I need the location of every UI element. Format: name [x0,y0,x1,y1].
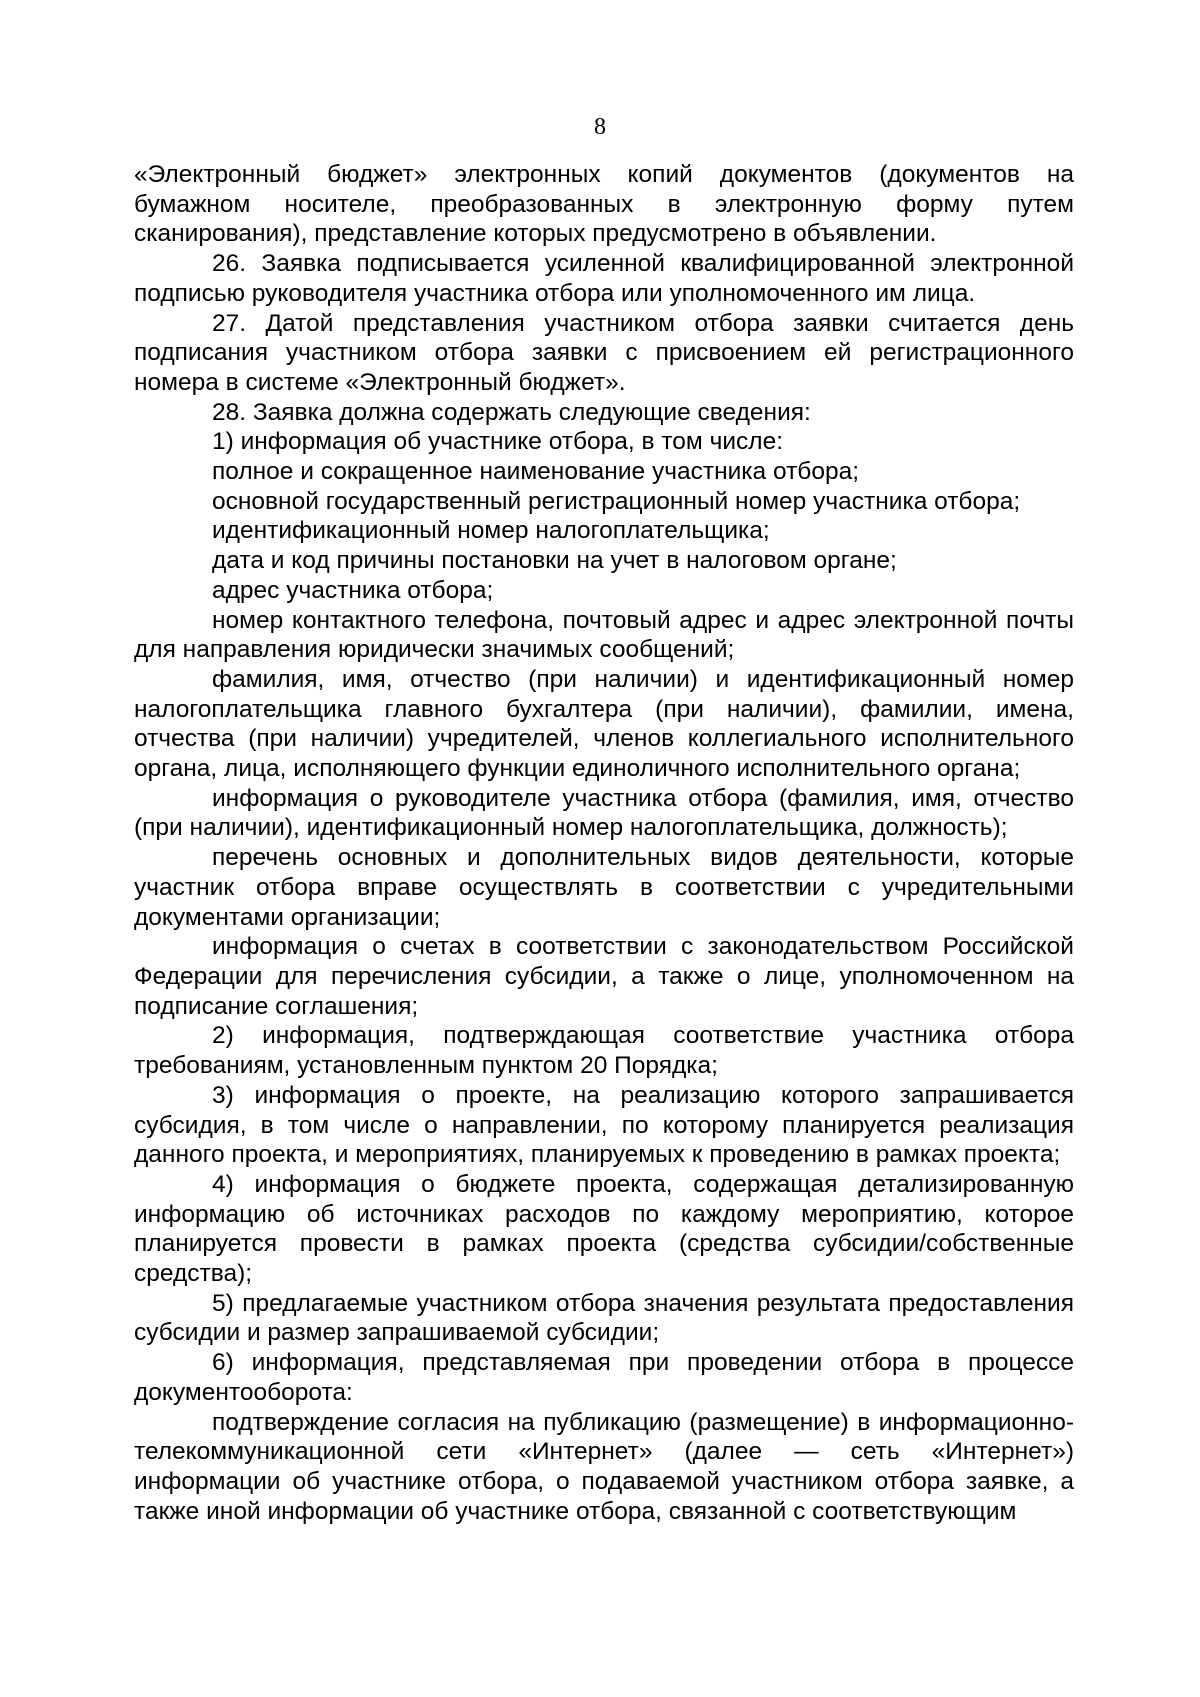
paragraph-item-26: 26. Заявка подписывается усиленной квалифицированной электронной подписью руководителя участника отбора или уполномоченного им лица. [134,250,1074,307]
list-item: дата и код причины постановки на учет в налоговом органе; [212,547,897,575]
list-item: номер контактного телефона, почтовый адрес и адрес электронной почты для направления юридически значимых сообщений; [134,606,1074,664]
list-item: информация о счетах в соответствии с законодательством Российской Федерации для перечисления субсидии, а также о лице, уполномоченном на подписание соглашения; [134,933,1074,1020]
subitem-4: 4) информация о бюджете проекта, содержащая детализированную информацию об источниках расходов по каждому мероприятию, которое планируется провести в рамках проекта (средства субсидии/собственные средства); [134,1170,1074,1288]
paragraph-continuation: «Электронный бюджет» электронных копий документов (документов на бумажном носителе, преобразованных в электронную форму путем сканирования), представление которых предусмотрено в объявлении. [134,161,1074,248]
document-body [134,160,1074,1526]
page-number: 8 [594,114,606,140]
paragraph-item-28: 28. Заявка должна содержать следующие сведения: [212,398,811,426]
subitem-2: 2) информация, подтверждающая соответствие участника отбора требованиям, установленным пунктом 20 Порядка; [134,1022,1074,1080]
list-item: подтверждение согласия на публикацию (размещение) в информационно-телекоммуникационной сети «Интернет» (далее — сеть «Интернет») информации об участнике отбора, о подаваемой участником отбора заявке, а также иной информации об участнике отбора, связанной с соответствующим [134,1408,1074,1525]
list-item: фамилия, имя, отчество (при наличии) и идентификационный номер налогоплательщика главного бухгалтера (при наличии), фамилии, имена, отчества (при наличии) учредителей, членов коллегиального исполнительного органа, лица, исполняющего функции единоличного исполнительного органа; [134,665,1074,783]
paragraph-item-27: 27. Датой представления участником отбора заявки считается день подписания участником отбора заявки с присвоением ей регистрационного номера в системе «Электронный бюджет». [134,309,1074,396]
subitem-1: 1) информация об участнике отбора, в том числе: [212,428,784,456]
list-item: основной государственный регистрационный номер участника отбора; [212,487,1021,515]
list-item: адрес участника отбора; [212,576,494,604]
subitem-3: 3) информация о проекте, на реализацию которого запрашивается субсидия, в том числе о направлении, по которому планируется реализация данного проекта, и мероприятиях, планируемых к проведению в рамках проекта; [134,1081,1074,1169]
subitem-5: 5) предлагаемые участником отбора значения результата предоставления субсидии и размер запрашиваемой субсидии; [134,1289,1074,1347]
list-item: полное и сокращенное наименование участника отбора; [212,458,860,486]
list-item: перечень основных и дополнительных видов деятельности, которые участник отбора вправе осуществлять в соответствии с учредительными документами организации; [134,844,1074,931]
subitem-6: 6) информация, представляемая при проведении отбора в процессе документооборота: [134,1349,1074,1406]
list-item: информация о руководителе участника отбора (фамилия, имя, отчество (при наличии), идентификационный номер налогоплательщика, должность); [134,784,1074,842]
list-item: идентификационный номер налогоплательщика; [212,517,770,545]
